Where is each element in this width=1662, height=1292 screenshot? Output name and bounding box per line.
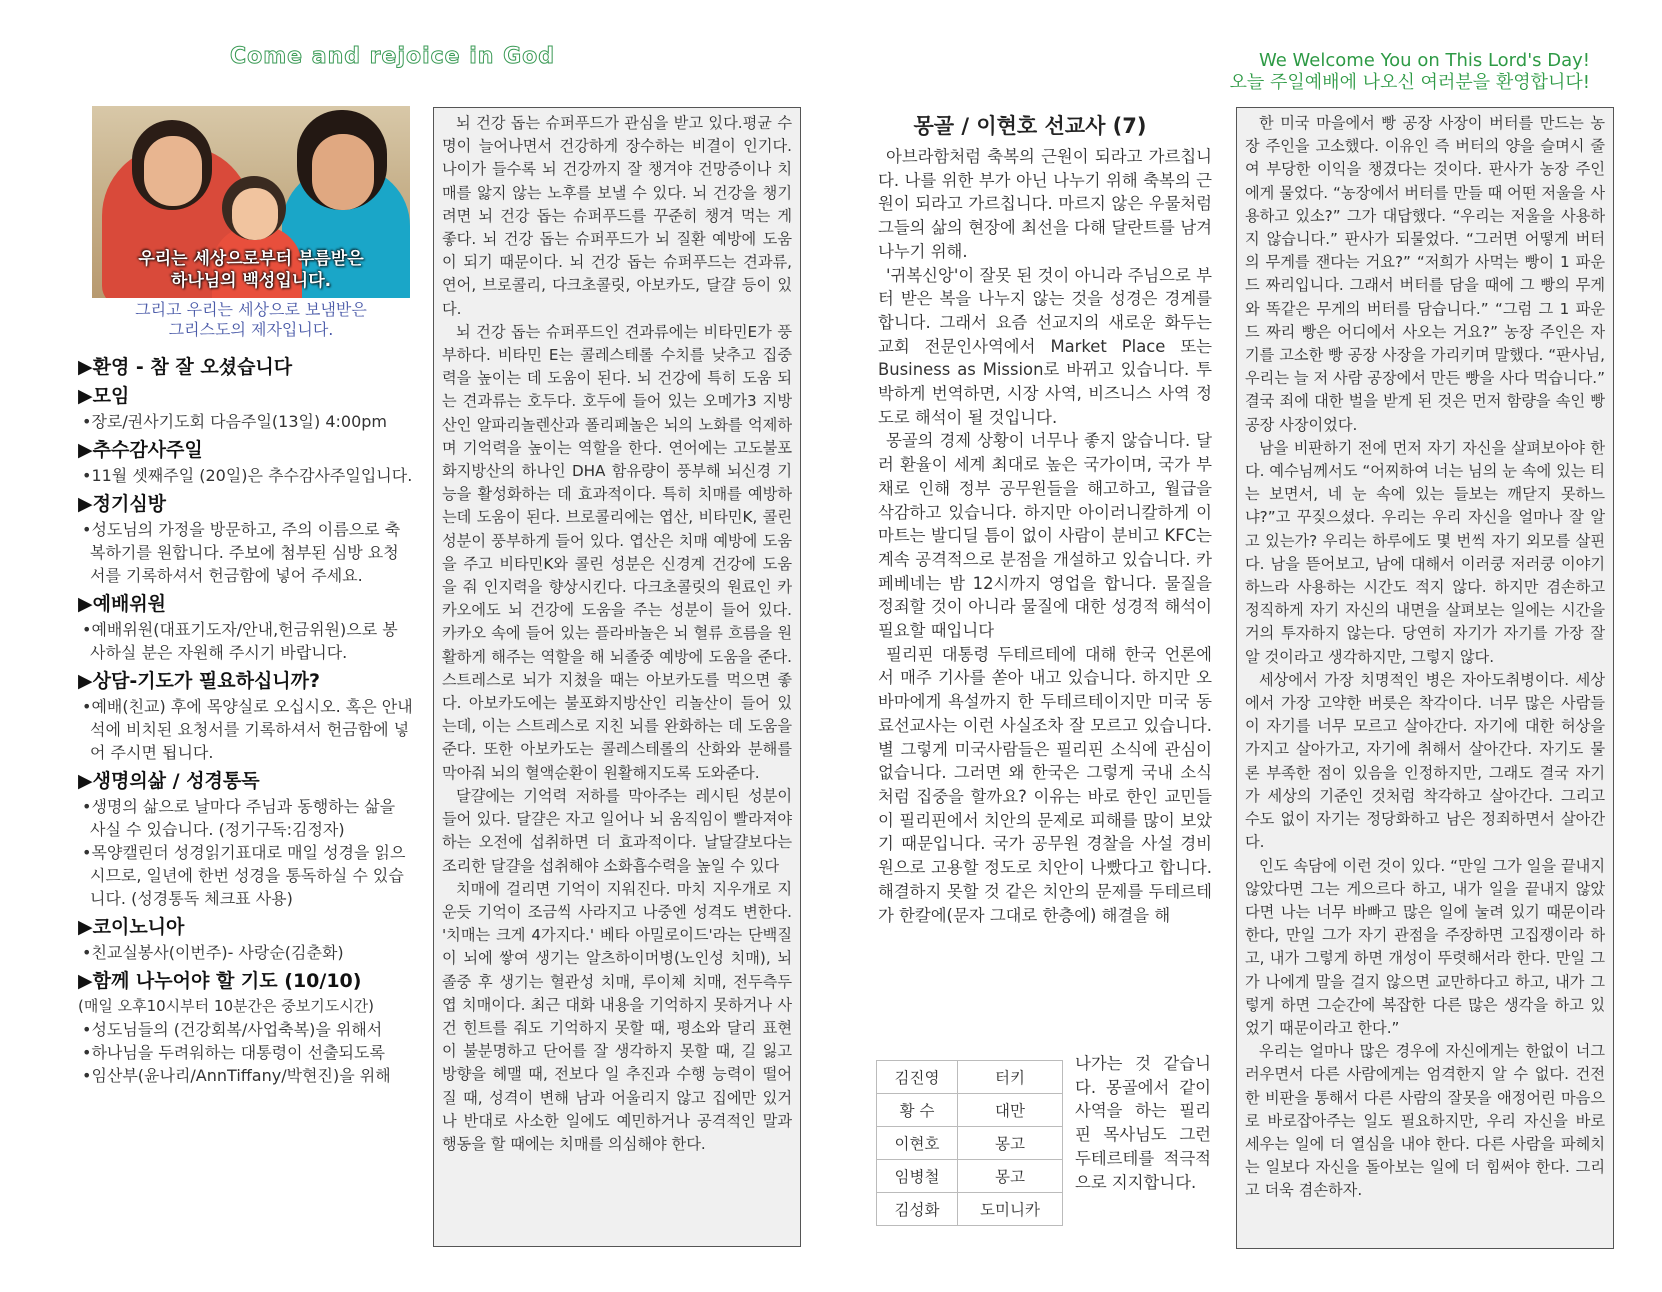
meeting-item: •장로/권사기도회 다음주일(13일) 4:00pm	[82, 412, 387, 431]
header-welcome	[1230, 50, 1590, 94]
family-photo	[92, 106, 410, 298]
paragraph: 뇌 건강 돕는 슈퍼푸드가 관심을 받고 있다.평균 수명이 늘어나면서 건강하게 장수하는 비결이 인기다. 나이가 들수록 뇌 건강까지 잘 챙겨야 건망증이나 치매를 앓지 않는 노후를 보낼 수 있다. 뇌 건강을 챙기려면 뇌 건강 돕는 슈퍼푸드를 꾸준히 챙겨 먹는 게 좋다. 뇌 건강 돕는 슈퍼푸드가 뇌 질환 예방에 도움이 되기 때문이다. 뇌 건강 돕는 슈퍼푸드는 견과류, 연어, 브로콜리, 다크초콜릿, 아보카도, 달걀 등이 있다.	[442, 114, 792, 318]
missionary-country: 몽고	[958, 1160, 1063, 1193]
paragraph: 세상에서 가장 치명적인 병은 자아도취병이다. 세상에서 가장 고약한 버릇은 착각이다. 너무 많은 사람들이 자기를 너무 모르고 살아간다. 자기에 대한 허상을 가지고 살아가고, 자기에 취해서 살아간다. 자기도 물론 부족한 점이 있음을 인정하지만, 그래도 결국 자기가 세상의 기준인 것처럼 착각하고 살아간다. 그리고 수도 없이 자기는 정당화하고 남은 정죄하면서 살아간다.	[1245, 670, 1605, 852]
child-face	[232, 188, 278, 240]
table-row	[877, 1193, 1063, 1226]
worship-item: •예배위원(대표기도자/안내,헌금위원)으로 봉사하실 분은 자원해 주시기 바랍니다.	[82, 620, 398, 662]
prayer-heading: ▶함께 나누어야 할 기도 (10/10)	[78, 970, 362, 992]
paragraph: 아브라함처럼 축복의 근원이 되라고 가르칩니다. 나를 위한 부가 아닌 나누기 위해 축복의 근원이 되라고 가르칩니다. 마르지 않은 우물처럼 그들의 삶의 현장에 최선을 다해 달란트를 남겨 나누기 위해.	[878, 147, 1212, 261]
mission-title: 몽골 / 이현호 선교사 (7)	[913, 114, 1147, 138]
prayer-item: •임산부(윤나리/AnnTiffany/박현진)을 위해	[82, 1066, 391, 1085]
life-item: •생명의 삶으로 날마다 주님과 동행하는 삶을 사실 수 있습니다. (정기구독:김정자)	[82, 797, 396, 839]
worship-heading: ▶예배위원	[78, 593, 167, 615]
story-article	[1236, 107, 1614, 1249]
paragraph: 우리는 얼마나 많은 경우에 자신에게는 한없이 너그러우면서 다른 사람에게는 엄격한지 알 수 없다. 건전한 비판을 통해서 다른 사람의 잘못을 애정어린 마음으로 바로잡아주는 일도 필요하지만, 우리 자신을 바로 세우는 일에 더 열심을 내야 한다. 다른 사람을 파헤치는 일보다 자신을 돌아보는 일에 더 힘써야 한다. 그리고 더욱 겸손하자.	[1245, 1042, 1605, 1200]
missionary-name: 황 수	[877, 1094, 958, 1127]
paragraph: 한 미국 마을에서 빵 공장 사장이 버터를 만드는 농장 주인을 고소했다. 이유인 즉 버터의 양을 슬며시 줄여 부당한 이익을 챙겼다는 것이다. 판사가 농장 주인에게 물었다. “농장에서 버터를 만들 때 어떤 저울을 사용하고 있소?” 그가 대답했다. “우리는 저울을 사용하지 않습니다.” 판사가 되물었다. “그러면 어떻게 버터의 무게를 잰다는 거요?” “저희가 사먹는 빵이 1 파운드 짜리입니다. 그래서 버터를 담을 때에 그 빵의 무게와 똑같은 무게의 버터를 담습니다.” “그럼 그 1 파운드 짜리 빵은 어디에서 사오는 거요?” 농장 주인은 자기를 고소한 빵 공장 사장을 가리키며 말했다. “판사님, 우리는 늘 저 사람 공장에서 만든 빵을 사다 먹습니다.” 결국 죄에 대한 벌을 받게 된 것은 먼저 함량을 속인 빵 공장 사장이었다.	[1245, 114, 1605, 434]
counsel-heading: ▶상담-기도가 필요하십니까?	[78, 670, 321, 692]
table-row	[877, 1094, 1063, 1127]
person-right-face	[312, 134, 374, 210]
paragraph: '귀복신앙'이 잘못 된 것이 아니라 주님으로 부터 받은 복을 나누지 않는 것을 성경은 경계를 합니다. 그래서 요즘 선교지의 새로운 화두는 교회 전문인사역에서 Market Place 또는 Business as Mission로 바뀌고 있습니다. 투박하게 번역하면, 시장 사역, 비즈니스 사역 정도로 해석이 될 것입니다.	[878, 265, 1212, 427]
life-item: •목양캘린더 성경읽기표대로 매일 성경을 읽으시므로, 일년에 한번 성경을 통독하실 수 있습니다. (성경통독 체크표 사용)	[82, 843, 406, 908]
missionary-country: 터키	[958, 1061, 1063, 1094]
header-left-title: Come and rejoice in God	[230, 44, 556, 69]
missionary-table	[876, 1060, 1063, 1226]
koinonia-heading: ▶코이노니아	[78, 916, 185, 938]
photo-subcaption: 그리고 우리는 세상으로 보냄받은 그리스도의 제자입니다.	[135, 300, 367, 339]
paragraph: 몽골의 경제 상황이 너무나 좋지 않습니다. 달러 환율이 세계 최대로 높은 국가이며, 국가 부채로 인해 정부 공무원들을 해고하고, 월급을 삭감하고 있습니다. 하지만 아이러니칼하게 이마트는 발디딜 틈이 없이 사람이 분비고 KFC는 계속 공격적으로 분점을 개설하고 있습니다. 카페베네는 밤 12시까지 영업을 합니다. 물질을 정죄할 것이 아니라 물질에 대한 성경적 해석이 필요할 때입니다	[878, 431, 1212, 641]
welcome-korean: 오늘 주일예배에 나오신 여러분을 환영합니다!	[1229, 72, 1590, 93]
thanksgiving-item: •11월 셋째주일 (20일)은 추수감사주일입니다.	[82, 466, 413, 485]
paragraph: 필리핀 대통령 두테르테에 대해 한국 언론에서 매주 기사를 쏟아 내고 있습니다. 하지만 오바마에게 욕설까지 한 두테르테이지만 미국 동료선교사는 이런 사실조차 잘 모르고 있습니다. 별 그렇게 미국사람들은 필리핀 소식에 관심이 없습니다. 그러면 왜 한국은 그렇게 국내 소식처럼 집중을 할까요? 이유는 바로 한인 교민들이 필리핀에서 치안의 문제로 피해를 많이 보았기 때문입니다. 국가 공무원 경찰을 사설 경비원으로 고용할 정도로 치안이 나빴다고 합니다. 해결하지 못할 것 같은 치안의 문제를 두테르테가 한칼에(문자 그대로 한층에) 해결을 해	[878, 644, 1212, 925]
visit-heading: ▶정기심방	[78, 493, 167, 515]
visit-item: •성도님의 가정을 방문하고, 주의 이름으로 축복하기를 원합니다. 주보에 첨부된 심방 요청서를 기록하셔서 헌금함에 넣어 주세요.	[82, 520, 401, 585]
table-row	[877, 1061, 1063, 1094]
counsel-item: •예배(친교) 후에 목양실로 오십시오. 혹은 안내석에 비치된 요청서를 기록하셔서 헌금함에 넣어 주시면 됩니다.	[82, 697, 413, 762]
welcome-heading: ▶환영 - 참 잘 오셨습니다	[78, 356, 293, 378]
person-left-face	[144, 136, 202, 206]
missionary-country: 대만	[958, 1094, 1063, 1127]
photo-caption: 우리는 세상으로부터 부름받은 하나님의 백성입니다.	[138, 249, 364, 291]
thanksgiving-heading: ▶추수감사주일	[78, 439, 203, 461]
table-row	[877, 1160, 1063, 1193]
paragraph: 인도 속담에 이런 것이 있다. “만일 그가 일을 끝내지 않았다면 그는 게으르다 하고, 내가 일을 끝내지 않았다면 나는 너무 바빠고 많은 일에 눌려 있기 때문이라 한다, 만일 그가 자기 관점을 주장하면 고집쟁이라 하고, 내가 그렇게 하면 개성이 뚜렷해서라 한다. 만일 그가 나에게 말을 걸지 않으면 교만하다고 하고, 내가 그렇게 하면 그순간에 복잡한 다른 많은 생각을 하고 있었기 때문이라고 한다.”	[1245, 856, 1605, 1037]
paragraph: 치매에 걸리면 기억이 지워진다. 마치 지우개로 지운듯 기억이 조금씩 사라지고 나중엔 성격도 변한다. '치매는 크게 4가지다.' 베타 아밀로이드'라는 단백질이 뇌에 쌓여 생기는 알츠하이머병(노인성 치매), 뇌졸중 후 생기는 혈관성 치매, 루이체 치매, 전두측두엽 치매이다. 최근 대화 내용을 기억하지 못하거나 사건 힌트를 줘도 기억하지 못할 때, 평소와 달리 표현이 불분명하고 단어를 잘 생각하지 못할 때, 길 잃고 방향을 헤맬 때, 전보다 일 추진과 수행 능력이 떨어질 때, 성격이 변해 남과 어울리지 않고 집에만 있거나 반대로 사소한 일에도 예민하거나 공격적인 말과 행동을 할 때에는 치매를 의심해야 한다.	[442, 879, 792, 1153]
missionary-country: 도미니카	[958, 1193, 1063, 1226]
missionary-name: 김진영	[877, 1061, 958, 1094]
paragraph: 달걀에는 기억력 저하를 막아주는 레시틴 성분이 들어 있다. 달걀은 자고 일어나 뇌 움직임이 빨라져야 하는 오전에 섭취하면 더 효과적이다. 날달걀보다는 조리한 달걀을 섭취해야 소화흡수력을 높일 수 있다	[442, 786, 792, 875]
announcements	[78, 350, 413, 1087]
table-row	[877, 1127, 1063, 1160]
paragraph: 뇌 건강 돕는 슈퍼푸드인 견과류에는 비타민E가 풍부하다. 비타민 E는 콜레스테롤 수치를 낮추고 집중력을 높이는 데 도움이 된다. 뇌 건강에 특히 도움 되는 견과류는 호두다. 호두에 들어 있는 오메가3 지방산인 알파리놀렌산과 폴리페놀은 뇌의 노화를 억제하며 기억력을 높이는 역할을 한다. 연어에는 고도불포화지방산의 하나인 DHA 함유량이 풍부해 뇌신경 기능을 활성화하는 데 효과적이다. 특히 치매를 예방하는데 도움이 된다. 브로콜리에는 엽산, 비타민K, 콜린 성분이 풍부하게 들어 있다. 엽산은 치매 예방에 도움을 주고 비타민K와 콜린 성분은 신경계 건강에 도움을 줘 인지력을 향상시킨다. 다크초콜릿의 원료인 카카오에도 뇌 건강에 도움을 주는 성분이 들어 있다. 카카오 속에 들어 있는 플라바놀은 뇌 혈류 흐름을 원활하게 해주는 역할을 해 뇌졸중 예방에 도움을 준다. 스트레스로 뇌가 지쳤을 때는 아보카도를 먹으면 좋다. 아보카도에는 불포화지방산인 리놀산이 들어 있는데, 이는 스트레스로 지친 뇌를 완화하는 데 도움을 준다. 또한 아보카도는 콜레스테롤의 산화와 분해를 막아줘 뇌의 혈액순환이 원활해지도록 도와준다.	[442, 322, 792, 782]
missionary-name: 임병철	[877, 1160, 958, 1193]
life-heading: ▶생명의삶 / 성경통독	[78, 770, 260, 792]
missionary-name: 김성화	[877, 1193, 958, 1226]
mission-letter-tail: 나가는 것 같습니다. 몽골에서 같이 사역을 하는 필리핀 목사님도 그런 두테르테를 적극적으로 지지합니다.	[1075, 1054, 1211, 1192]
prayer-note: (매일 오후10시부터 10분간은 중보기도시간)	[78, 997, 375, 1015]
mission-letter	[878, 145, 1212, 927]
missionary-name: 이현호	[877, 1127, 958, 1160]
koinonia-item: •친교실봉사(이번주)- 사랑순(김춘화)	[82, 943, 344, 962]
prayer-item: •하나님을 두려워하는 대통령이 선출되도록	[82, 1043, 385, 1062]
health-article	[433, 107, 801, 1247]
missionary-country: 몽고	[958, 1127, 1063, 1160]
prayer-item: •성도님들의 (건강회복/사업축복)을 위해서	[82, 1020, 383, 1039]
paragraph: 남을 비판하기 전에 먼저 자기 자신을 살펴보아야 한다. 예수님께서도 “어찌하여 너는 님의 눈 속에 있는 티는 보면서, 네 눈 속에 있는 들보는 깨닫지 못하느냐?”고 꾸짖으셨다. 우리는 우리 자신을 얼마나 잘 알고 있는가? 우리는 하루에도 몇 번씩 자기 외모를 살핀다. 남을 뜯어보고, 남에 대해서 이러쿵 저러쿵 이야기하느라 사용하는 시간도 적지 않다. 하지만 겸손하고 정직하게 자기 자신의 내면을 살펴보는 일에는 시간을 거의 투자하지 않는다. 당연히 자기가 자기를 가장 잘 알 것이라고 생각하지만, 그렇지 않다.	[1245, 438, 1605, 666]
welcome-english: We Welcome You on This Lord's Day!	[1258, 50, 1590, 71]
meeting-heading: ▶모임	[78, 385, 130, 407]
